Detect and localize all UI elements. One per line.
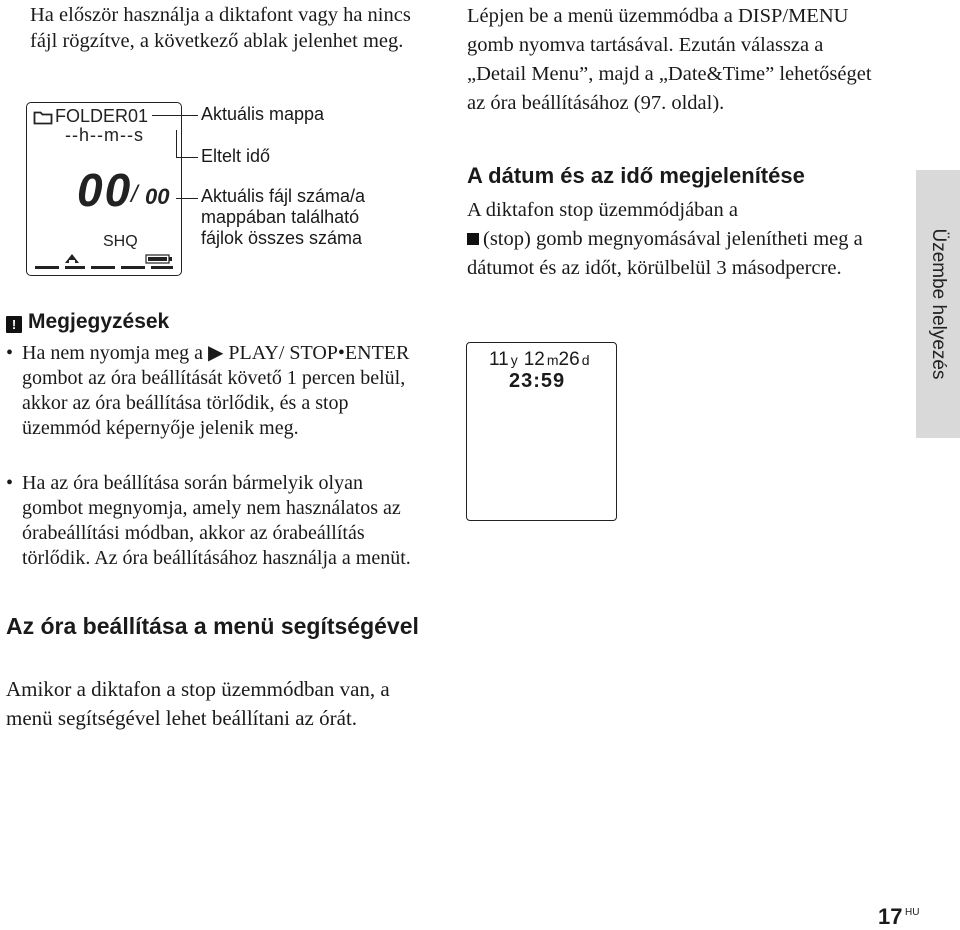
note-text: Ha az óra beállítása során bármelyik olyan gombot megnyomja, amely nem használatos az órabeállítási módban, akkor az órabeállítás törlődik. Az óra beállításához használja a menüt.	[22, 472, 411, 569]
bullet-dot: •	[6, 342, 14, 364]
menu-instructions-paragraph: Lépjen be a menü üzemmódba a DISP/MENU gomb nyomva tartásával. Ezután válassza a „Detail Menu”, majd a „Date&Time” lehetőséget az óra beállításához (97. oldal).	[467, 5, 872, 114]
side-tab-label: Üzembe helyezés	[928, 228, 949, 380]
lcd-slash: /	[131, 181, 138, 208]
section-body-menu-clock: Amikor a diktafon a stop üzemmódban van, a menü segítségével lehet beállítani az órát.	[6, 677, 390, 730]
note-item	[6, 471, 426, 571]
bullet-dot: •	[6, 472, 14, 494]
page-number: 17	[878, 904, 903, 929]
date-year: 11	[489, 349, 509, 370]
page-language: HU	[905, 907, 920, 918]
callout-current-folder: Aktuális mappa	[201, 104, 325, 124]
date-day-unit: d	[581, 352, 590, 368]
folder-icon	[33, 109, 53, 125]
leader-line-elapsed-h	[176, 157, 198, 158]
mic-sensitivity-icon	[63, 251, 81, 265]
side-tab	[914, 170, 960, 438]
date-display-paragraph	[467, 196, 887, 283]
date-month-unit: m	[546, 352, 559, 368]
lcd-elapsed-time: --h--m--s	[65, 125, 144, 145]
leader-line-folder	[152, 115, 198, 116]
battery-icon	[145, 254, 173, 264]
section-heading-date-display: A dátum és az idő megjelenítése	[467, 163, 805, 188]
leader-line-elapsed	[176, 130, 177, 157]
note-item	[6, 341, 426, 441]
date-day: 26	[558, 349, 580, 370]
section-heading-menu-clock: Az óra beállítása a menü segítségével	[6, 613, 419, 639]
callout-file-count: Aktuális fájl száma/a mappában található fájlok összes száma	[201, 186, 366, 248]
date-display-text-b: (stop) gomb megnyomásával jelenítheti meg a dátumot és az időt, körülbelül 3 másodpercre.	[467, 228, 863, 279]
leader-line-files	[176, 198, 198, 199]
date-row	[489, 349, 589, 371]
notes-heading	[6, 309, 169, 335]
intro-paragraph: Ha először használja a diktafont vagy ha nincs fájl rögzítve, a következő ablak jelenhet meg.	[30, 4, 411, 52]
note-icon: !	[6, 316, 22, 333]
note-text: Ha nem nyomja meg a ▶ PLAY/ STOP•ENTER gombot az óra beállítását követő 1 percen belül, akkor az óra beállítása törlődik, és a stop üzemmód képernyője jelenik meg.	[22, 342, 410, 439]
date-display-text-a: A diktafon stop üzemmódjában a	[467, 199, 738, 221]
lcd-file-number: 00	[77, 164, 133, 216]
time-display: 23:59	[509, 370, 566, 392]
notes-title: Megjegyzések	[28, 310, 170, 333]
date-year-unit: y	[510, 352, 518, 368]
stop-icon	[467, 233, 479, 245]
lcd-bottom-segments	[35, 266, 175, 270]
date-month: 12	[523, 349, 545, 370]
datetime-display-illustration	[466, 342, 617, 521]
lcd-file-total: 00	[145, 184, 170, 209]
lcd-quality: SHQ	[103, 233, 138, 250]
callout-elapsed-time: Eltelt idő	[201, 146, 271, 166]
lcd-display-illustration	[26, 102, 182, 276]
lcd-folder-name: FOLDER01	[55, 106, 149, 126]
